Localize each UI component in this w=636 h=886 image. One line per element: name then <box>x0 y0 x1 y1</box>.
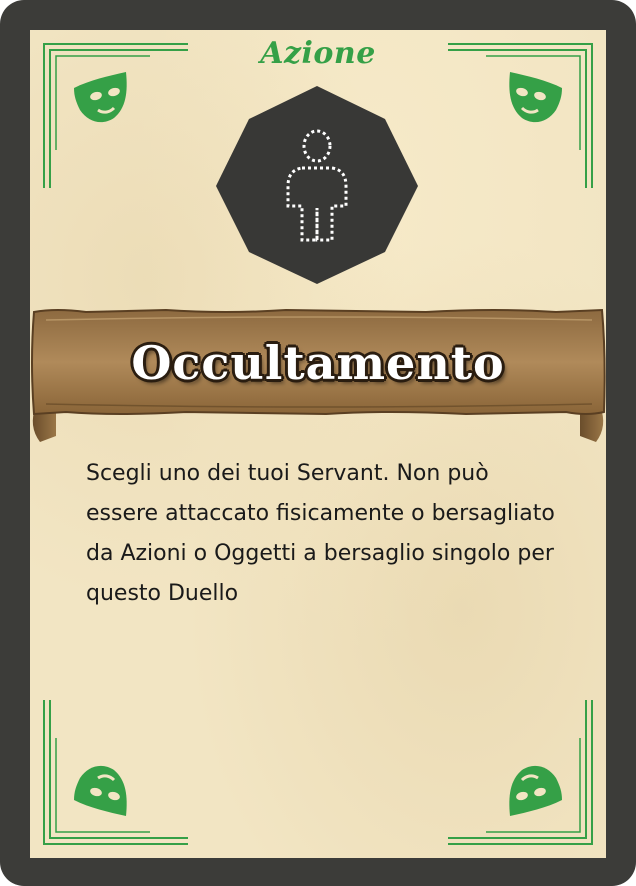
mask-icon <box>509 766 562 816</box>
corner-ornament-bottom-right <box>446 698 606 858</box>
corner-ornament-bottom-left <box>30 698 190 858</box>
card-title: Occultamento <box>131 336 505 390</box>
mask-icon <box>74 766 127 816</box>
card-type-label: Azione <box>260 36 376 71</box>
card-description: Scegli uno dei tuoi Servant. Non può essere attaccato fisicamente o bersagliato da Azioni o Oggetti a bersaglio singolo per questo Duello <box>86 461 555 606</box>
mask-icon <box>74 72 127 122</box>
emblem-heptagon <box>216 86 418 284</box>
mask-icon <box>509 72 562 122</box>
card-emblem <box>214 84 420 286</box>
